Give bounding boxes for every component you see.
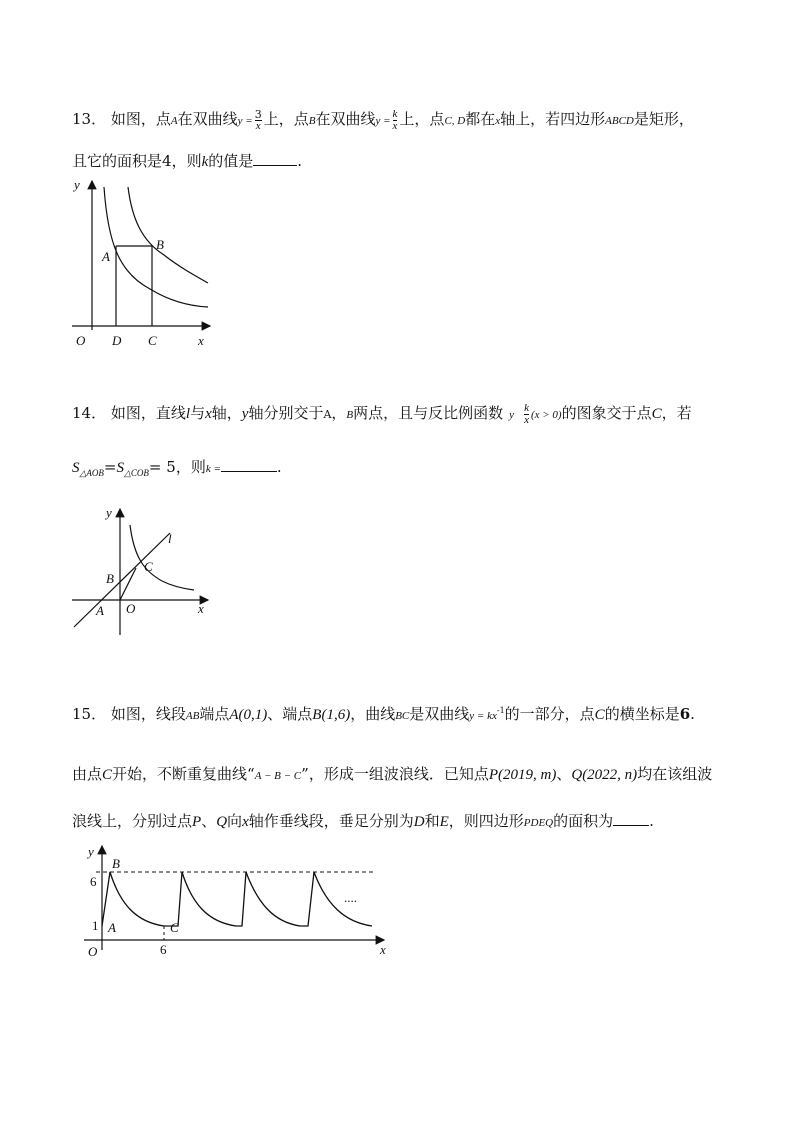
problem-number: 13． xyxy=(72,110,107,128)
x-label: x xyxy=(198,601,204,616)
point-b-label: B xyxy=(106,571,114,586)
wave-curve xyxy=(102,872,372,926)
fraction: $\frac{k}{x}$ xyxy=(392,107,398,132)
tick-6-y: 6 xyxy=(90,874,97,889)
answer-blank xyxy=(613,825,649,826)
y-label: y xyxy=(74,177,80,192)
y-label: y xyxy=(106,505,112,520)
problem-number: 15． xyxy=(72,705,107,723)
answer-blank xyxy=(253,165,297,166)
answer-blank xyxy=(221,471,277,472)
line-l xyxy=(74,533,170,627)
continuation-dots: .... xyxy=(344,890,357,905)
point-c-label: C xyxy=(170,920,179,935)
problem-13-figure xyxy=(70,175,230,355)
point-a-label: A xyxy=(96,603,104,618)
origin-label: O xyxy=(76,333,86,348)
problem-15-line-2: 由点C开始，不断重复曲线“A − B − C”，形成一组波浪线．已知点P(2019, m)、Q(2022, n)均在该组波 xyxy=(72,765,713,783)
problem-15-line-1: 15． 如图，线段AB端点A(0,1)、端点B(1,6)，曲线BC是双曲线$y = kx^{-1}$的一部分，点C的横坐标是6. xyxy=(72,705,695,723)
point-c-label: C xyxy=(144,559,153,574)
tick-1-y: 1 xyxy=(92,918,99,933)
x-label: x xyxy=(198,333,204,348)
x-label: x xyxy=(380,942,386,957)
point-a-label: A xyxy=(108,920,116,935)
segment-oc xyxy=(120,568,136,600)
tick-6-x: 6 xyxy=(160,942,167,957)
hyperbola-outer xyxy=(128,187,208,283)
point-c-label: C xyxy=(148,333,157,348)
fraction: $\frac{3}{x}$ xyxy=(254,107,262,132)
point-d-label: D xyxy=(112,333,122,348)
point-b-label: B xyxy=(112,856,120,871)
problem-15-figure xyxy=(74,842,394,962)
y-label: y xyxy=(88,844,94,859)
hyperbola xyxy=(130,525,194,590)
problem-14-figure xyxy=(70,505,230,635)
problem-number: 14． xyxy=(72,404,107,422)
origin-label: O xyxy=(88,944,98,959)
line-l-label: l xyxy=(168,531,172,546)
problem-14-line-1: 14． 如图，直线l与x轴，y轴分别交于A，B两点，且与反比例函数 y $\frac{k}{x}$ (x > 0)的图象交于点C，若 xyxy=(72,401,692,426)
problem-13-line-1: 13． 如图，点A在双曲线y = $\frac{3}{x}$ 上，点B在双曲线y = $\frac{k}{x}$ 上，点C, D都在x轴上，若四边形ABCD是矩形， xyxy=(72,107,694,132)
problem-15-line-3: 浪线上，分别过点P、Q向x轴作垂线段，垂足分别为D和E，则四边形PDEQ的面积为 . xyxy=(72,812,654,830)
fraction: $\frac{k}{x}$ xyxy=(524,401,529,426)
problem-14-line-2: $S_{\triangle AOB}=S_{\triangle COB}= 5$，则k = . xyxy=(72,458,282,478)
point-b-label: B xyxy=(156,237,164,252)
problem-13-line-2: 且它的面积是4，则k的值是 . xyxy=(72,152,303,170)
origin-label: O xyxy=(126,601,136,616)
point-a-label: A xyxy=(102,249,110,264)
